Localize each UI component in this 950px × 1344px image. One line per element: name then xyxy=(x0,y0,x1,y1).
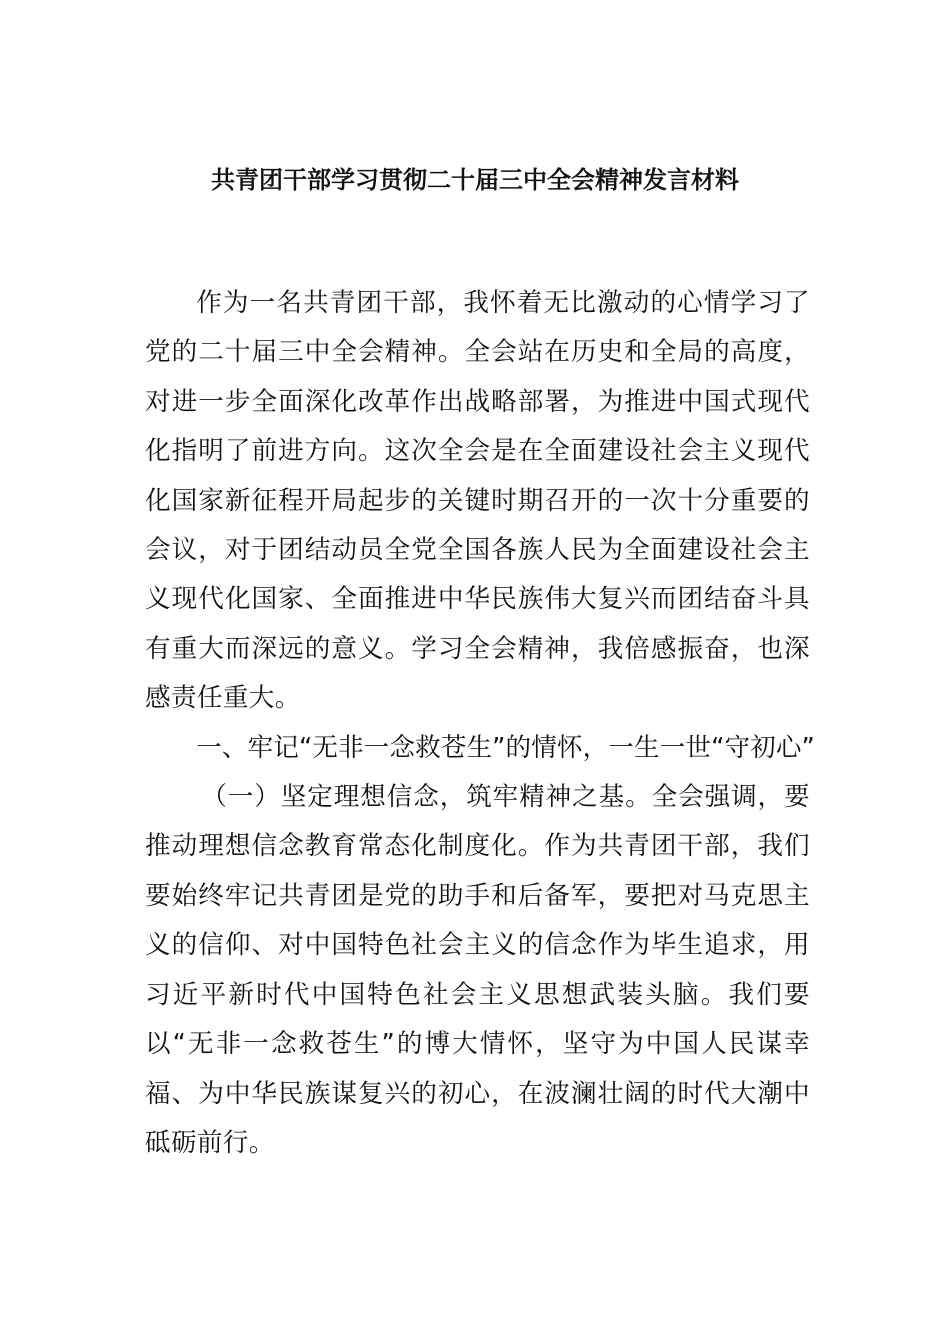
document-title: 共青团干部学习贯彻二十届三中全会精神发言材料 xyxy=(211,166,739,194)
document-body xyxy=(145,279,815,1168)
subsection-paragraph-1: （一）坚定理想信念，筑牢精神之基。全会强调，要推动理想信念教育常态化制度化。作为共青团干部，我们要始终牢记共青团是党的助手和后备军，要把对马克思主义的信仰、对中国特色社会主义的信念作为毕生追求，用习近平新时代中国特色社会主义思想武装头脑。我们要以“无非一念救苍生”的博大情怀，坚守为中国人民谋幸福、为中华民族谋复兴的初心，在波澜壮阔的时代大潮中砥砺前行。 xyxy=(145,782,810,1158)
intro-paragraph: 作为一名共青团干部，我怀着无比激动的心情学习了党的二十届三中全会精神。全会站在历史和全局的高度，对进一步全面深化改革作出战略部署，为推进中国式现代化指明了前进方向。这次全会是在全面建设社会主义现代化国家新征程开局起步的关键时期召开的一次十分重要的会议，对于团结动员全党全国各族人民为全面建设社会主义现代化国家、全面推进中华民族伟大复兴而团结奋斗具有重大而深远的意义。学习全会精神，我倍感振奋，也深感责任重大。 xyxy=(145,288,810,714)
section-heading-1: 一、牢记“无非一念救苍生”的情怀，一生一世“守初心” xyxy=(196,732,815,763)
